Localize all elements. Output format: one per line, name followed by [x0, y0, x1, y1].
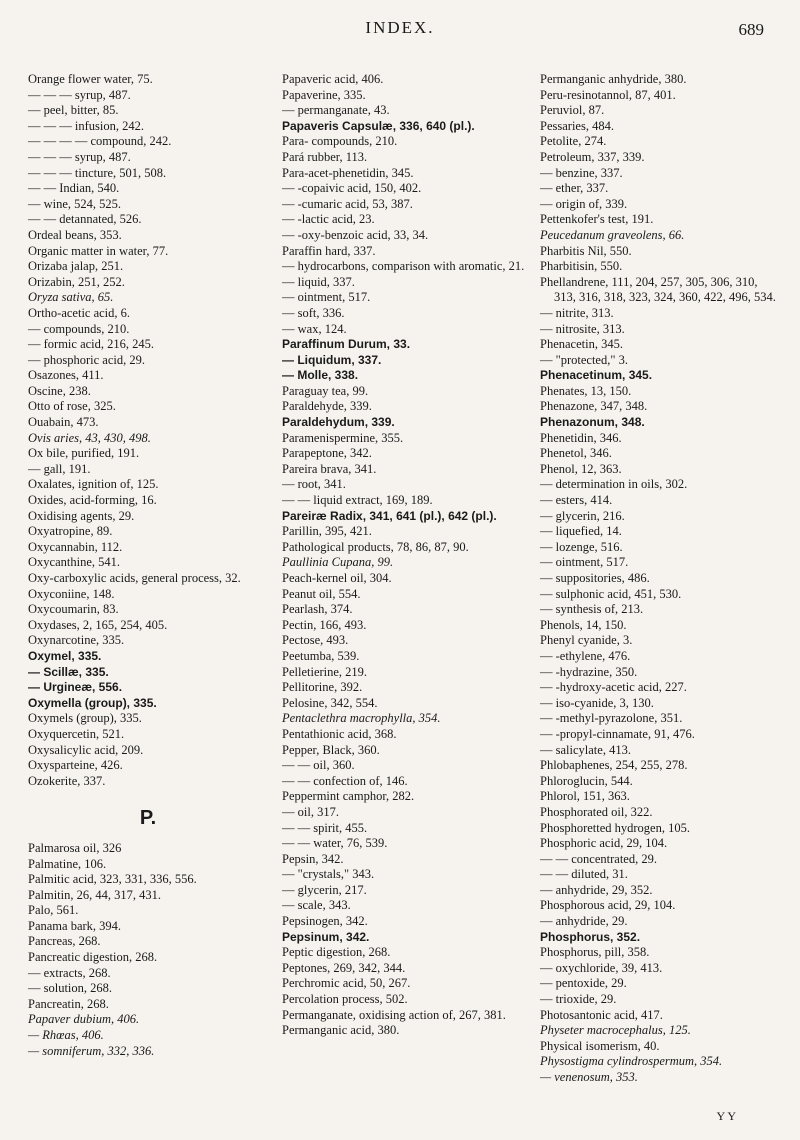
index-entry: Para-acet-phenetidin, 345. [282, 165, 414, 180]
index-entry: Pareira brava, 341. [282, 461, 377, 476]
index-entry: Pepsinum, 342. [282, 929, 370, 944]
index-entry: Oxynarcotine, 335. [28, 633, 125, 648]
index-entry: Pathological products, 78, 86, 87, 90. [282, 539, 469, 554]
index-entry: — compounds, 210. [28, 321, 130, 336]
index-entry: — scale, 343. [282, 898, 351, 913]
index-entry: — -copaivic acid, 150, 402. [282, 181, 422, 196]
index-entry: — — diluted, 31. [540, 867, 628, 882]
index-entry: Physical isomerism, 40. [540, 1038, 660, 1053]
index-entry: — somniferum, 332, 336. [28, 1043, 155, 1058]
index-entry: — trioxide, 29. [540, 992, 617, 1007]
index-entry: Parillin, 395, 421. [282, 524, 372, 539]
index-entry: Oxalates, ignition of, 125. [28, 477, 159, 492]
index-entry: Pellitorine, 392. [282, 680, 363, 695]
index-entry: Phosphoric acid, 29, 104. [540, 836, 668, 851]
index-entry: — -propyl-cinnamate, 91, 476. [540, 726, 695, 741]
index-entry: — permanganate, 43. [282, 103, 390, 118]
index-entry: — lozenge, 516. [540, 539, 623, 554]
index-entry: — — water, 76, 539. [282, 836, 388, 851]
index-entry: Otto of rose, 325. [28, 399, 116, 414]
index-entry: — -cumaric acid, 53, 387. [282, 196, 413, 211]
index-column-1 [28, 72, 268, 1059]
index-entry: Organic matter in water, 77. [28, 243, 169, 258]
index-entry: — — — syrup, 487. [28, 149, 131, 164]
index-entry: Peru-resinotannol, 87, 401. [540, 87, 676, 102]
index-entry: — "protected," 3. [540, 352, 628, 367]
index-entry: Phlorol, 151, 363. [540, 789, 630, 804]
index-entry: Pentaclethra macrophylla, 354. [282, 711, 441, 726]
index-entry: — liquid, 337. [282, 274, 355, 289]
index-entry: Phenetol, 346. [540, 446, 612, 461]
index-entry: Ovis aries, 43, 430, 498. [28, 430, 151, 445]
index-entry: — — liquid extract, 169, 189. [282, 493, 433, 508]
index-entry: — oil, 317. [282, 804, 339, 819]
index-entry: Ox bile, purified, 191. [28, 446, 140, 461]
index-entry: Phenacetinum, 345. [540, 368, 653, 383]
index-entry: Oxy-carboxylic acids, general process, 32. [28, 571, 241, 585]
index-entry: — -methyl-pyrazolone, 351. [540, 711, 683, 726]
index-entry: Perchromic acid, 50, 267. [282, 976, 411, 991]
index-entry: — synthesis of, 213. [540, 602, 644, 617]
index-entry: Peptic digestion, 268. [282, 945, 391, 960]
index-entry: — ether, 337. [540, 181, 609, 196]
index-entry: Orange flower water, 75. [28, 72, 153, 86]
index-entry: — "crystals," 343. [282, 867, 375, 882]
index-entry: Phenols, 14, 150. [540, 617, 627, 632]
index-entry: — -oxy-benzoic acid, 33, 34. [282, 227, 429, 242]
index-entry: Ozokerite, 337. [28, 773, 106, 788]
index-column-2 [282, 72, 532, 1039]
index-entry: Oxides, acid-forming, 16. [28, 493, 157, 508]
index-entry: Ordeal beans, 353. [28, 227, 122, 242]
index-entry: Paramenispermine, 355. [282, 430, 404, 445]
index-entry: — -hydroxy-acetic acid, 227. [540, 680, 687, 695]
index-entry: — -lactic acid, 23. [282, 212, 375, 227]
index-entry: Physeter macrocephalus, 125. [540, 1023, 691, 1038]
index-entry: Phenates, 13, 150. [540, 383, 632, 398]
index-entry: Phosphorus, pill, 358. [540, 945, 650, 960]
index-entry: Phosphorated oil, 322. [540, 804, 653, 819]
index-entry: Oxysalicylic acid, 209. [28, 742, 144, 757]
signature-mark: Y Y [716, 1109, 736, 1123]
index-entry: — liquefied, 14. [540, 524, 622, 539]
index-entry: Pancreas, 268. [28, 934, 101, 949]
index-entry: — glycerin, 216. [540, 508, 625, 523]
index-entry: Permanganate, oxidising action of, 267, 381. [282, 1007, 506, 1022]
index-entry: Oryza sativa, 65. [28, 290, 114, 305]
index-entry: Peach-kernel oil, 304. [282, 571, 392, 585]
index-entry: Oxycannabin, 112. [28, 539, 123, 554]
index-entry: Osazones, 411. [28, 368, 104, 383]
index-entry: — salicylate, 413. [540, 742, 631, 757]
index-entry: — — spirit, 455. [282, 820, 368, 835]
index-entry: — — — — compound, 242. [28, 134, 172, 149]
index-entry: — origin of, 339. [540, 196, 628, 211]
index-entry: Ouabain, 473. [28, 415, 99, 430]
index-entry: Paullinia Cupana, 99. [282, 555, 394, 570]
index-entry: Paraldehydum, 339. [282, 415, 395, 430]
index-entry: Pancreatic digestion, 268. [28, 950, 158, 965]
index-entry: Oxydases, 2, 165, 254, 405. [28, 617, 168, 632]
index-entry: Phenazone, 347, 348. [540, 399, 648, 414]
index-entry: Orizaba jalap, 251. [28, 259, 124, 274]
index-entry: — — oil, 360. [282, 758, 355, 773]
section-letter: P. [139, 807, 157, 830]
index-entry: Pectose, 493. [282, 633, 349, 648]
index-entry: Palmarosa oil, 326 [28, 840, 122, 855]
index-entry: — esters, 414. [540, 493, 613, 508]
index-entry: Pelletierine, 219. [282, 664, 368, 679]
index-entry: Pará rubber, 113. [282, 149, 368, 164]
index-entry: Oxycoumarin, 83. [28, 602, 119, 617]
index-entry: — — — tincture, 501, 508. [28, 165, 167, 180]
index-entry: — benzine, 337. [540, 165, 623, 180]
index-entry: Papaverine, 335. [282, 87, 366, 102]
index-entry: — hydrocarbons, comparison with aromatic, 21. [282, 259, 525, 274]
index-entry: Peppermint camphor, 282. [282, 789, 415, 804]
index-entry: Oxyatropine, 89. [28, 524, 113, 539]
index-entry: Para- compounds, 210. [282, 134, 398, 149]
index-entry: — solution, 268. [28, 981, 113, 996]
index-entry: Pepsin, 342. [282, 851, 344, 866]
page-title: INDEX. [365, 18, 435, 37]
index-entry: Orizabin, 251, 252. [28, 274, 125, 289]
index-entry: Pectin, 166, 493. [282, 617, 367, 632]
index-entry: — phosphoric acid, 29. [28, 352, 145, 367]
index-entry: Oxidising agents, 29. [28, 508, 135, 523]
index-entry: Percolation process, 502. [282, 992, 408, 1007]
index-entry: — — concentrated, 29. [540, 851, 657, 866]
index-entry: Physostigma cylindrospermum, 354. [540, 1054, 723, 1069]
index-entry: Oxyquercetin, 521. [28, 726, 125, 741]
index-entry: Pareiræ Radix, 341, 641 (pl.), 642 (pl.). [282, 508, 497, 523]
index-entry: Peucedanum graveolens, 66. [540, 227, 685, 242]
index-entry: Pettenkofer's test, 191. [540, 212, 654, 227]
index-entry: Phenetidin, 346. [540, 430, 622, 445]
index-entry: Paraffinum Durum, 33. [282, 337, 411, 352]
index-entry: Peruviol, 87. [540, 103, 605, 118]
index-entry: Palmatine, 106. [28, 856, 107, 871]
index-entry: — determination in oils, 302. [540, 477, 688, 492]
index-entry: — soft, 336. [282, 305, 345, 320]
index-entry: — Liquidum, 337. [282, 352, 382, 367]
index-entry: — extracts, 268. [28, 965, 111, 980]
index-entry: Palo, 561. [28, 903, 79, 918]
index-entry: Petroleum, 337, 339. [540, 149, 645, 164]
index-entry: Pharbitis Nil, 550. [540, 243, 632, 258]
index-entry: Phloroglucin, 544. [540, 773, 633, 788]
index-entry: Pancreatin, 268. [28, 996, 109, 1011]
index-entry: Palmitic acid, 323, 331, 336, 556. [28, 872, 197, 887]
index-entry: — venenosum, 353. [540, 1070, 638, 1084]
index-entry: Palmitin, 26, 44, 317, 431. [28, 887, 161, 902]
index-entry: Peetumba, 539. [282, 648, 360, 663]
index-entry: Papaver dubium, 406. [28, 1012, 140, 1027]
index-entry: Pharbitisin, 550. [540, 259, 623, 274]
index-entry: Petolite, 274. [540, 134, 607, 149]
index-entry: Phosphorous acid, 29, 104. [540, 898, 676, 913]
index-entry: — wine, 524, 525. [28, 196, 122, 211]
index-entry: Permanganic anhydride, 380. [540, 72, 687, 86]
index-entry: Oxymel, 335. [28, 648, 102, 663]
index-entry: Panama bark, 394. [28, 918, 122, 933]
index-entry: Pessaries, 484. [540, 118, 614, 133]
index-entry: Pelosine, 342, 554. [282, 695, 378, 710]
index-entry: — ointment, 517. [282, 290, 371, 305]
index-entry: Phosphorus, 352. [540, 929, 641, 944]
index-entry: — gall, 191. [28, 461, 91, 476]
index-entry: Permanganic acid, 380. [282, 1023, 400, 1038]
index-entry: Peanut oil, 554. [282, 586, 361, 601]
index-entry: — Rhœas, 406. [28, 1028, 104, 1043]
index-entry: Photosantonic acid, 417. [540, 1007, 663, 1022]
index-entry: Oxysparteine, 426. [28, 758, 123, 773]
index-entry: Oscine, 238. [28, 383, 91, 398]
index-entry: Pepsinogen, 342. [282, 914, 368, 929]
index-entry: Oxyconiine, 148. [28, 586, 115, 601]
index-entry: Phenazonum, 348. [540, 415, 645, 430]
index-entry: Oxymella (group), 335. [28, 695, 157, 710]
index-entry: — glycerin, 217. [282, 882, 367, 897]
index-entry: Papaveris Capsulæ, 336, 640 (pl.). [282, 118, 475, 133]
index-entry: — — confection of, 146. [282, 773, 408, 788]
index-entry: Paraguay tea, 99. [282, 383, 369, 398]
index-entry: — suppositories, 486. [540, 571, 650, 585]
index-entry: — -hydrazine, 350. [540, 664, 638, 679]
index-entry: Phenyl cyanide, 3. [540, 633, 633, 648]
index-entry: — ointment, 517. [540, 555, 629, 570]
index-column-3 [540, 72, 780, 1086]
index-entry: — wax, 124. [282, 321, 347, 336]
index-entry: — — — syrup, 487. [28, 87, 131, 102]
index-entry: — Scillæ, 335. [28, 664, 109, 679]
index-entry: Peptones, 269, 342, 344. [282, 960, 406, 975]
index-entry: Phellandrene, 111, 204, 257, 305, 306, 310, 313, 316, 318, 323, 324, 360, 422, 496, 534. [540, 274, 776, 305]
index-entry: Paraldehyde, 339. [282, 399, 372, 414]
index-entry: Pentathionic acid, 368. [282, 726, 397, 741]
index-column-1-part-b [28, 841, 268, 1059]
page-number: 689 [738, 20, 764, 39]
index-entry: — Urgineæ, 556. [28, 680, 123, 695]
index-entry: Phenacetin, 345. [540, 337, 623, 352]
index-entry: — — detannated, 526. [28, 212, 142, 227]
index-entry: Phlobaphenes, 254, 255, 278. [540, 758, 688, 773]
index-entry: — nitrosite, 313. [540, 321, 625, 336]
index-entry: Oxymels (group), 335. [28, 711, 142, 726]
index-entry: Phenol, 12, 363. [540, 461, 622, 476]
index-entry: Pepper, Black, 360. [282, 742, 380, 757]
index-entry: — -ethylene, 476. [540, 648, 631, 663]
index-entry: — iso-cyanide, 3, 130. [540, 695, 654, 710]
index-entry: — peel, bitter, 85. [28, 103, 119, 118]
index-entry: Pearlash, 374. [282, 602, 353, 617]
index-column-1-part-a [28, 72, 268, 789]
index-entry: — anhydride, 29, 352. [540, 882, 653, 897]
index-entry: — — Indian, 540. [28, 181, 120, 196]
index-entry: — formic acid, 216, 245. [28, 337, 155, 352]
index-entry: — Molle, 338. [282, 368, 359, 383]
index-entry: Phosphoretted hydrogen, 105. [540, 820, 690, 835]
index-entry: — — — infusion, 242. [28, 118, 144, 133]
index-entry: — pentoxide, 29. [540, 976, 627, 991]
index-entry: Ortho-acetic acid, 6. [28, 305, 131, 320]
index-entry: — nitrite, 313. [540, 305, 614, 320]
index-entry: — root, 341. [282, 477, 346, 492]
index-entry: Paraffin hard, 337. [282, 243, 376, 258]
index-entry: Oxycanthine, 541. [28, 555, 120, 570]
index-entry: — oxychloride, 39, 413. [540, 960, 663, 975]
index-entry: — sulphonic acid, 451, 530. [540, 586, 682, 601]
index-entry: Papaveric acid, 406. [282, 72, 384, 86]
index-entry: — anhydride, 29. [540, 914, 628, 929]
index-entry: Parapeptone, 342. [282, 446, 372, 461]
